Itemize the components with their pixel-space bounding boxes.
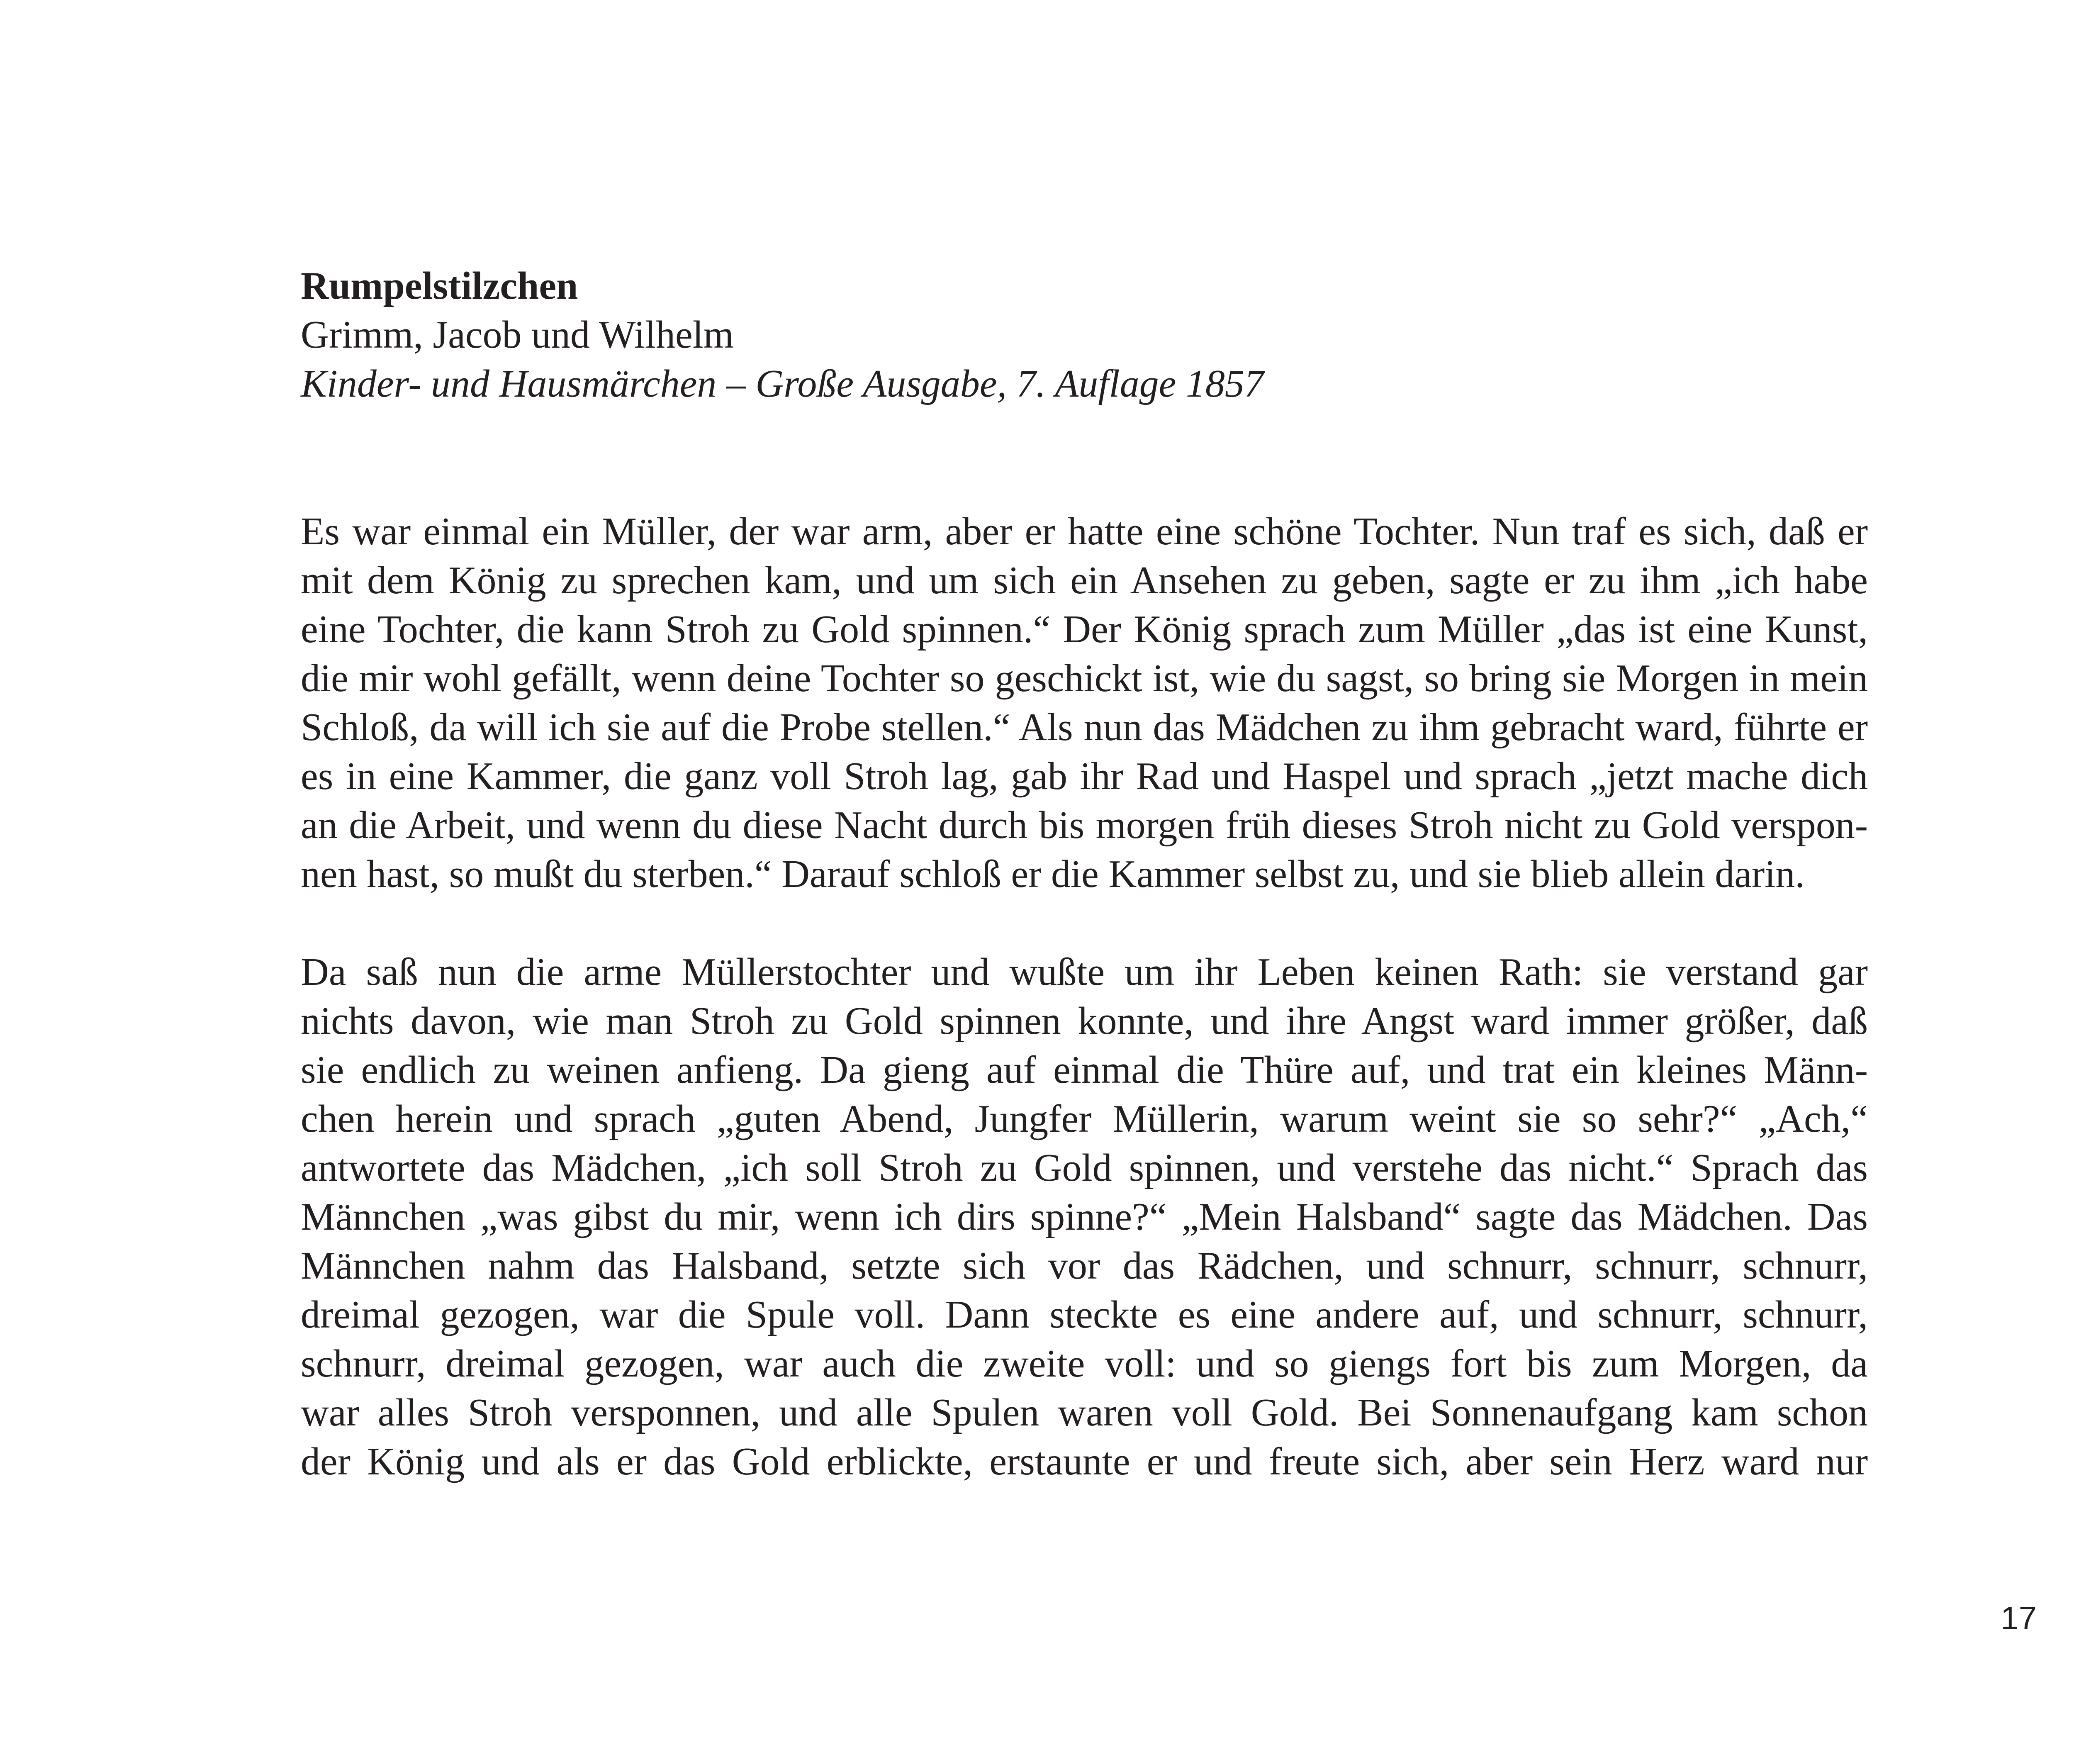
story-authors: Grimm, Jacob und Wilhelm	[301, 313, 734, 356]
story-body	[301, 507, 1868, 1486]
text-line: nichts davon, wie man Stroh zu Gold spinnen konnte, und ihre Angst ward immer größer, daß	[301, 999, 1868, 1043]
story-title: Rumpelstilzchen	[301, 264, 578, 307]
text-line: es in eine Kammer, die ganz voll Stroh lag, gab ihr Rad und Haspel und sprach „jetzt mache dich	[301, 755, 1868, 798]
text-line: antwortete das Mädchen, „ich soll Stroh zu Gold spinnen, und verstehe das nicht.“ Sprach das	[301, 1146, 1868, 1189]
text-line: Schloß, da will ich sie auf die Probe stellen.“ Als nun das Mädchen zu ihm gebracht ward, führte er	[301, 706, 1868, 749]
text-line: mit dem König zu sprechen kam, und um sich ein Ansehen zu geben, sagte er zu ihm „ich habe	[301, 559, 1868, 602]
text-line: schnurr, dreimal gezogen, war auch die zweite voll: und so giengs fort bis zum Morgen, da	[301, 1342, 1868, 1385]
page-number: 17	[2001, 1600, 2037, 1636]
text-line: sie endlich zu weinen anfieng. Da gieng auf einmal die Thüre auf, und trat ein kleines Männ-	[301, 1048, 1868, 1092]
text-line: Männchen nahm das Halsband, setzte sich vor das Rädchen, und schnurr, schnurr, schnurr,	[301, 1244, 1868, 1287]
text-line: Es war einmal ein Müller, der war arm, aber er hatte eine schöne Tochter. Nun traf es sich, daß er	[301, 510, 1868, 553]
text-line: die mir wohl gefällt, wenn deine Tochter so geschickt ist, wie du sagst, so bring sie Morgen in mein	[301, 657, 1868, 700]
text-line: Da saß nun die arme Müllerstochter und wußte um ihr Leben keinen Rath: sie verstand gar	[301, 950, 1868, 994]
story-header	[301, 261, 1877, 408]
paragraph-2	[301, 948, 1868, 1486]
text-line: Männchen „was gibst du mir, wenn ich dirs spinne?“ „Mein Halsband“ sagte das Mädchen. Das	[301, 1195, 1868, 1238]
text-line: chen herein und sprach „guten Abend, Jungfer Müllerin, warum weint sie so sehr?“ „Ach,“	[301, 1097, 1868, 1140]
text-line: eine Tochter, die kann Stroh zu Gold spinnen.“ Der König sprach zum Müller „das ist eine Kunst,	[301, 608, 1868, 651]
text-line: nen hast, so mußt du sterben.“ Darauf schloß er die Kammer selbst zu, und sie blieb allein darin.	[301, 853, 1805, 896]
story-source: Kinder- und Hausmärchen – Große Ausgabe, 7. Auflage 1857	[301, 362, 1264, 405]
text-line: der König und als er das Gold erblickte, erstaunte er und freute sich, aber sein Herz ward nur	[301, 1440, 1868, 1483]
text-line: war alles Stroh versponnen, und alle Spulen waren voll Gold. Bei Sonnenaufgang kam schon	[301, 1391, 1868, 1434]
paragraph-1	[301, 507, 1868, 899]
text-line: an die Arbeit, und wenn du diese Nacht durch bis morgen früh dieses Stroh nicht zu Gold verspon-	[301, 804, 1868, 847]
text-line: dreimal gezogen, war die Spule voll. Dann steckte es eine andere auf, und schnurr, schnurr,	[301, 1293, 1868, 1336]
